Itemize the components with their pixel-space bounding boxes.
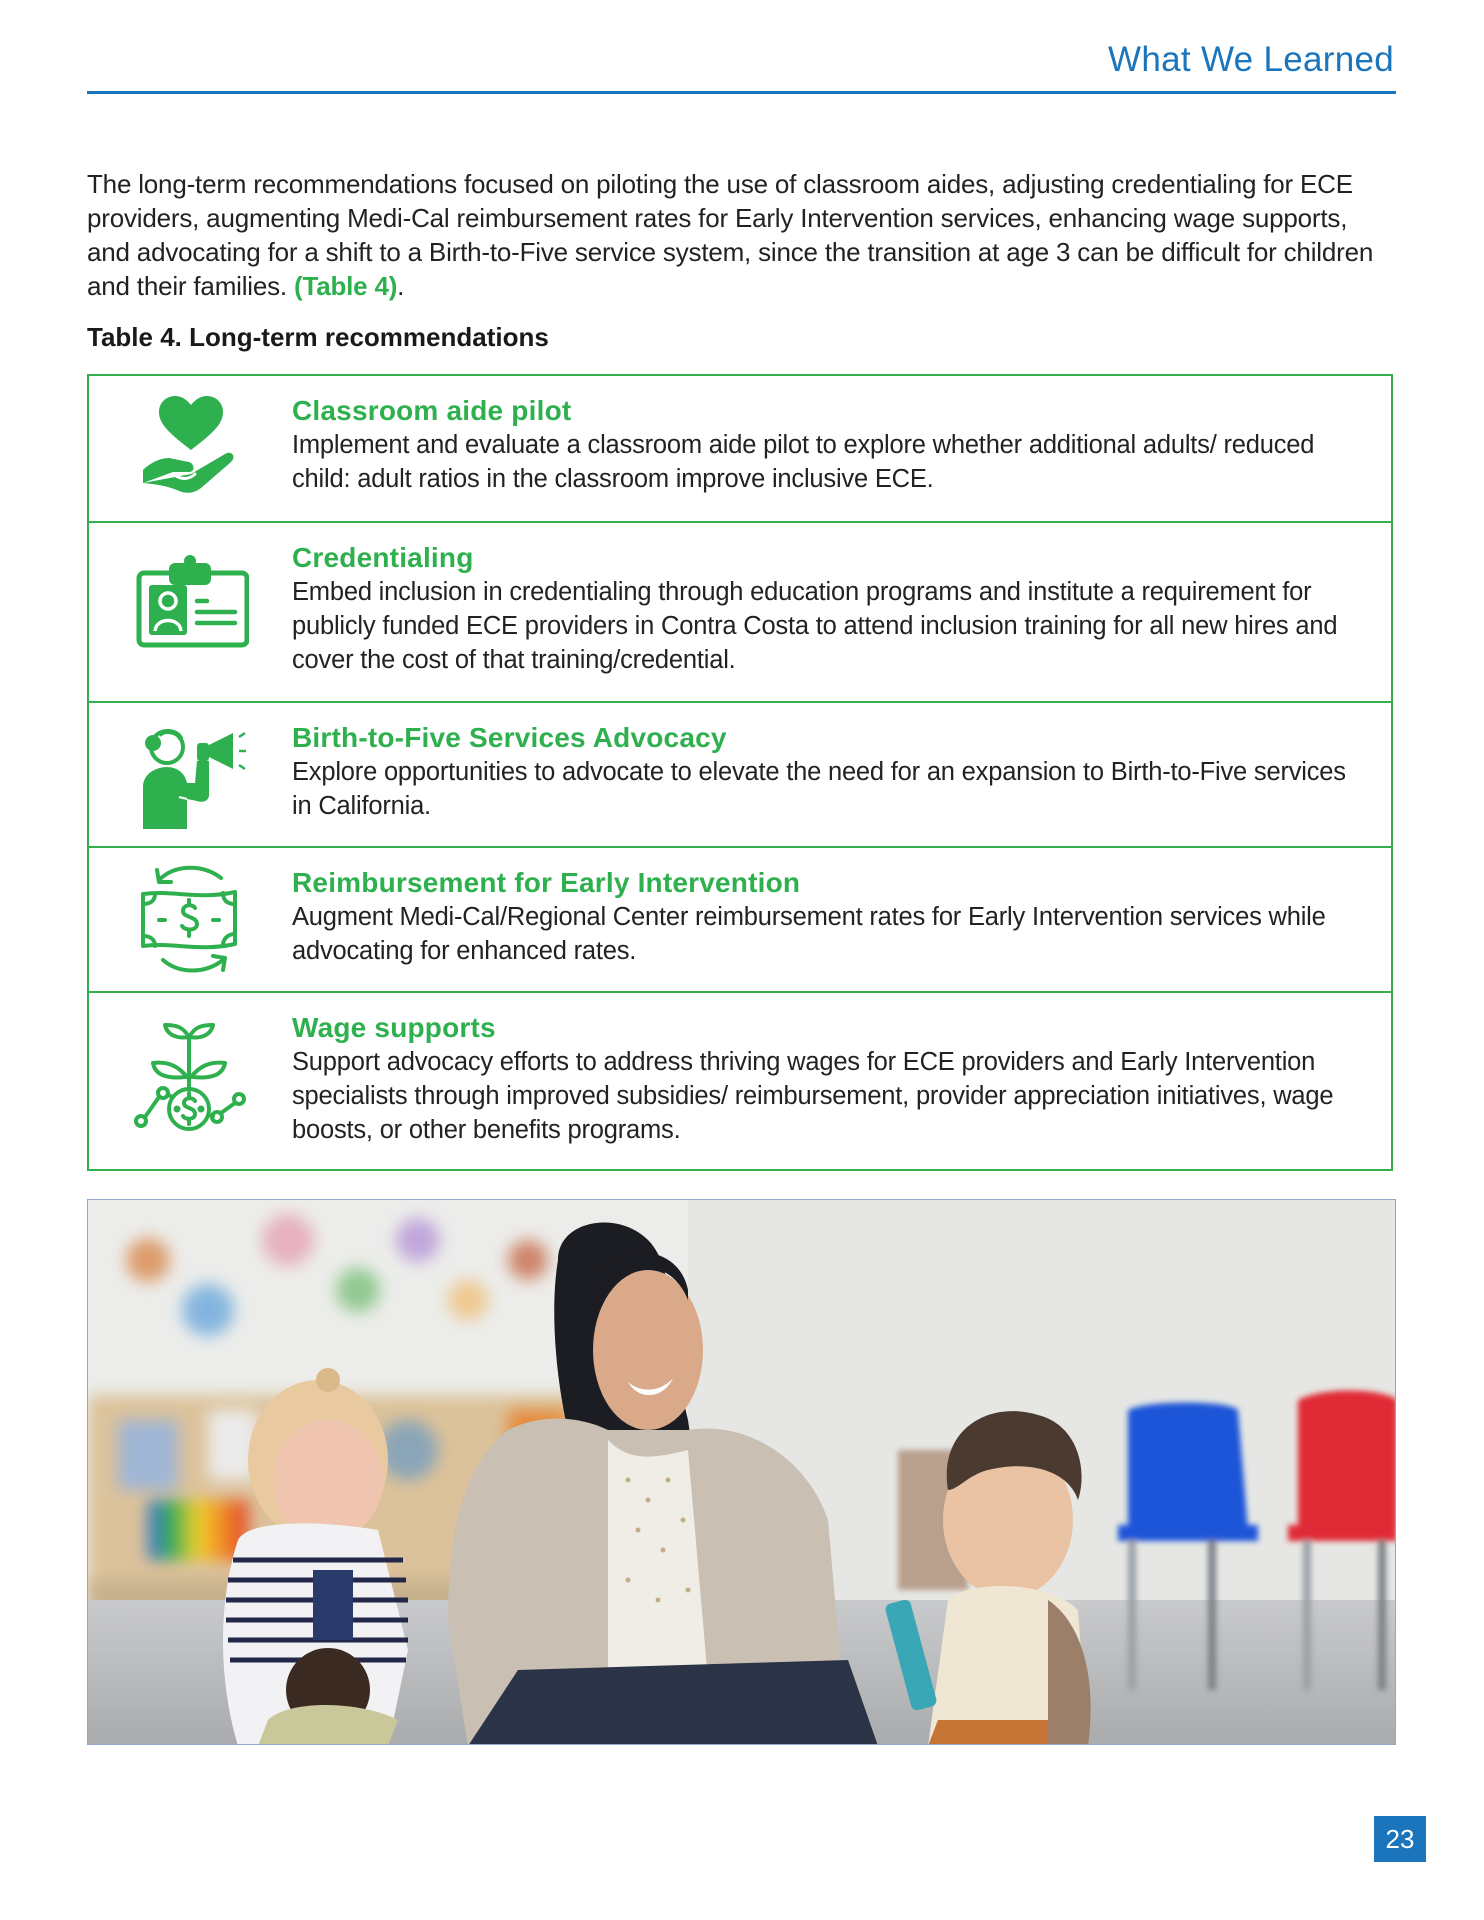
header-divider: [87, 91, 1396, 94]
recommendations-table: [87, 374, 1393, 1171]
row-description: Support advocacy efforts to address thriving wages for ECE providers and Early Intervention specialists through improved subsidies/ reimbursement, provider appreciation initiatives, wage boosts, or other benefits programs.: [292, 1048, 1334, 1144]
table-row: [89, 991, 1391, 1169]
row-title: Classroom aide pilot: [292, 395, 572, 426]
row-title: Reimbursement for Early Intervention: [292, 867, 801, 898]
heart-in-hand-icon: [129, 388, 249, 508]
table-row: [89, 701, 1391, 846]
money-exchange-icon: [129, 860, 249, 980]
person-megaphone-icon: [129, 717, 249, 837]
row-title: Birth-to-Five Services Advocacy: [292, 722, 727, 753]
table-caption: Table 4. Long-term recommendations: [87, 322, 549, 352]
table-reference-link[interactable]: (Table 4): [293, 271, 398, 301]
table-row: [89, 521, 1391, 701]
classroom-photo-illustration: [88, 1200, 1396, 1745]
row-description: Implement and evaluate a classroom aide pilot to explore whether additional adults/ reduced child: adult ratios in the classroom improve inclusive ECE.: [292, 431, 1315, 493]
table-row: [89, 376, 1391, 521]
section-title: What We Learned: [1108, 40, 1394, 79]
intro-trailing: .: [397, 271, 405, 301]
row-title: Wage supports: [292, 1012, 496, 1043]
intro-paragraph: [87, 167, 1397, 303]
classroom-photo: [87, 1199, 1396, 1745]
intro-text: The long-term recommendations focused on piloting the use of classroom aides, adjusting credentialing for ECE providers, augmenting Medi-Cal reimbursement rates for Early Intervention services, enhancing wage supports, and advocating for a shift to a Birth-to-Five service system, since the transition at age 3 can be difficult for children and their families.: [87, 169, 1374, 301]
id-badge-icon: [129, 545, 249, 665]
table-row: [89, 846, 1391, 991]
row-title: Credentialing: [292, 542, 474, 573]
row-description: Augment Medi-Cal/Regional Center reimbursement rates for Early Intervention services while advocating for enhanced rates.: [292, 903, 1326, 965]
money-plant-growth-icon: [129, 1017, 249, 1137]
row-description: Embed inclusion in credentialing through education programs and institute a requirement for publicly funded ECE providers in Contra Costa to attend inclusion training for all new hires and cover the cost of that training/credential.: [292, 578, 1338, 674]
page-number: 23: [1374, 1816, 1426, 1862]
row-description: Explore opportunities to advocate to elevate the need for an expansion to Birth-to-Five services in California.: [292, 758, 1346, 820]
